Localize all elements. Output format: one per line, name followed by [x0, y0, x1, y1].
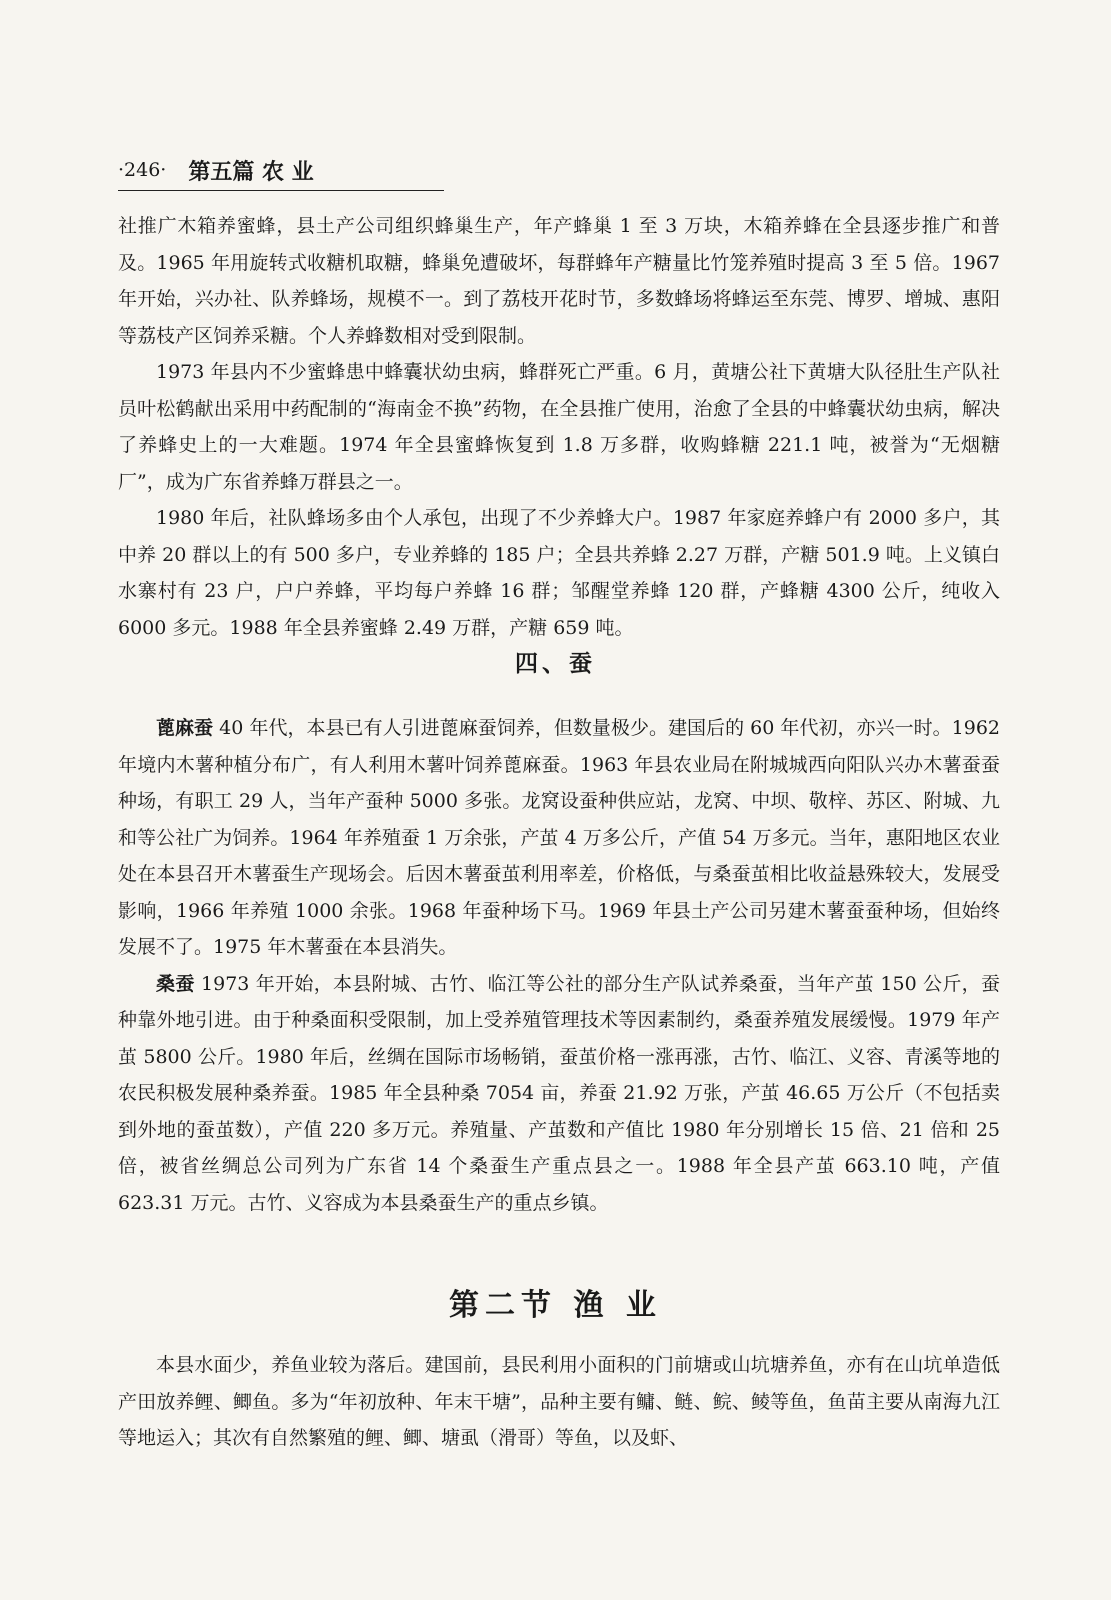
bee-section	[118, 208, 1000, 646]
silk-section	[118, 710, 1000, 1221]
part-title: 第五篇 农 业	[188, 158, 314, 185]
page-header	[118, 150, 444, 191]
fishery-paragraph: 本县水面少，养鱼业较为落后。建国前，县民利用小面积的门前塘或山坑塘养鱼，亦有在山坑单造低产田放养鲤、鲫鱼。多为“年初放种、年末干塘”，品种主要有鳙、鲢、鲩、鲮等鱼，鱼苗主要从南海九江等地运入；其次有自然繁殖的鲤、鲫、塘虱（滑哥）等鱼，以及虾、	[118, 1354, 1000, 1449]
mulberry-silk-text: 1973 年开始，本县附城、古竹、临江等公社的部分生产队试养桑蚕，当年产茧 150 公斤，蚕种靠外地引进。由于种桑面积受限制，加上受养殖管理技术等因素制约，桑蚕养殖发展缓慢。1979 年产茧 5800 公斤。1980 年后，丝绸在国际市场畅销，蚕茧价格一涨再涨，古竹、临江、义容、青溪等地的农民积极发展种桑养蚕。1985 年全县种桑 7054 亩，养蚕 21.92 万张，产茧 46.65 万公斤（不包括卖到外地的蚕茧数），产值 220 多万元。养殖量、产茧数和产值比 1980 年分别增长 15 倍、21 倍和 25 倍，被省丝绸总公司列为广东省 14 个桑蚕生产重点县之一。1988 年全县产茧 663.10 吨，产值 623.31 万元。古竹、义容成为本县桑蚕生产的重点乡镇。	[118, 972, 1000, 1214]
silk-heading: 四、蚕	[515, 650, 596, 677]
castor-silk-term: 蓖麻蚕	[156, 717, 214, 739]
bee-paragraph-2: 1973 年县内不少蜜蜂患中蜂囊状幼虫病，蜂群死亡严重。6 月，黄塘公社下黄塘大队径肚生产队社员叶松鹤献出采用中药配制的“海南金不换”药物，在全县推广使用，治愈了全县的中蜂囊状幼虫病，解决了养蜂史上的一大难题。1974 年全县蜜蜂恢复到 1.8 万多群，收购蜂糖 221.1 吨，被誉为“无烟糖厂”，成为广东省养蜂万群县之一。	[118, 361, 1000, 493]
bee-paragraph-3: 1980 年后，社队蜂场多由个人承包，出现了不少养蜂大户。1987 年家庭养蜂户有 2000 多户，其中养 20 群以上的有 500 多户，专业养蜂的 185 户；全县共养蜂 2.27 万群，产糖 501.9 吨。上义镇白水寨村有 23 户，户户养蜂，平均每户养蜂 16 群；邹醒堂养蜂 120 群，产蜂糖 4300 公斤，纯收入 6000 多元。1988 年全县养蜜蜂 2.49 万群，产糖 659 吨。	[118, 507, 1000, 639]
mulberry-silk-term: 桑蚕	[156, 972, 195, 995]
castor-silk-text: 40 年代，本县已有人引进蓖麻蚕饲养，但数量极少。建国后的 60 年代初，亦兴一时。1962 年境内木薯种植分布广，有人利用木薯叶饲养蓖麻蚕。1963 年县农业局在附城城西向阳队兴办木薯蚕蚕种场，有职工 29 人，当年产蚕种 5000 多张。龙窝设蚕种供应站，龙窝、中坝、敬梓、苏区、附城、九和等公社广为饲养。1964 年养殖蚕 1 万余张，产茧 4 万多公斤，产值 54 万多元。当年，惠阳地区农业处在本县召开木薯蚕生产现场会。后因木薯蚕茧利用率差，价格低，与桑蚕茧相比收益悬殊较大，发展受影响，1966 年养殖 1000 余张。1968 年蚕种场下马。1969 年县土产公司另建木薯蚕蚕种场，但始终发展不了。1975 年木薯蚕在本县消失。	[118, 717, 1001, 958]
page-number: ·246·	[118, 159, 167, 181]
mulberry-silk-paragraph	[118, 966, 1000, 1222]
castor-silk-paragraph	[118, 710, 1000, 966]
bee-paragraph-1: 社推广木箱养蜜蜂，县土产公司组织蜂巢生产，年产蜂巢 1 至 3 万块，木箱养蜂在全县逐步推广和普及。1965 年用旋转式收糖机取糖，蜂巢免遭破坏，每群蜂年产糖量比竹笼养殖时提高 3 至 5 倍。1967 年开始，兴办社、队养蜂场，规模不一。到了荔枝开花时节，多数蜂场将蜂运至东莞、博罗、增城、惠阳等荔枝产区饲养采糖。个人养蜂数相对受到限制。	[118, 215, 1000, 347]
fishery-section	[118, 1347, 1000, 1457]
fishery-section-heading: 第二节 渔 业	[449, 1288, 662, 1323]
